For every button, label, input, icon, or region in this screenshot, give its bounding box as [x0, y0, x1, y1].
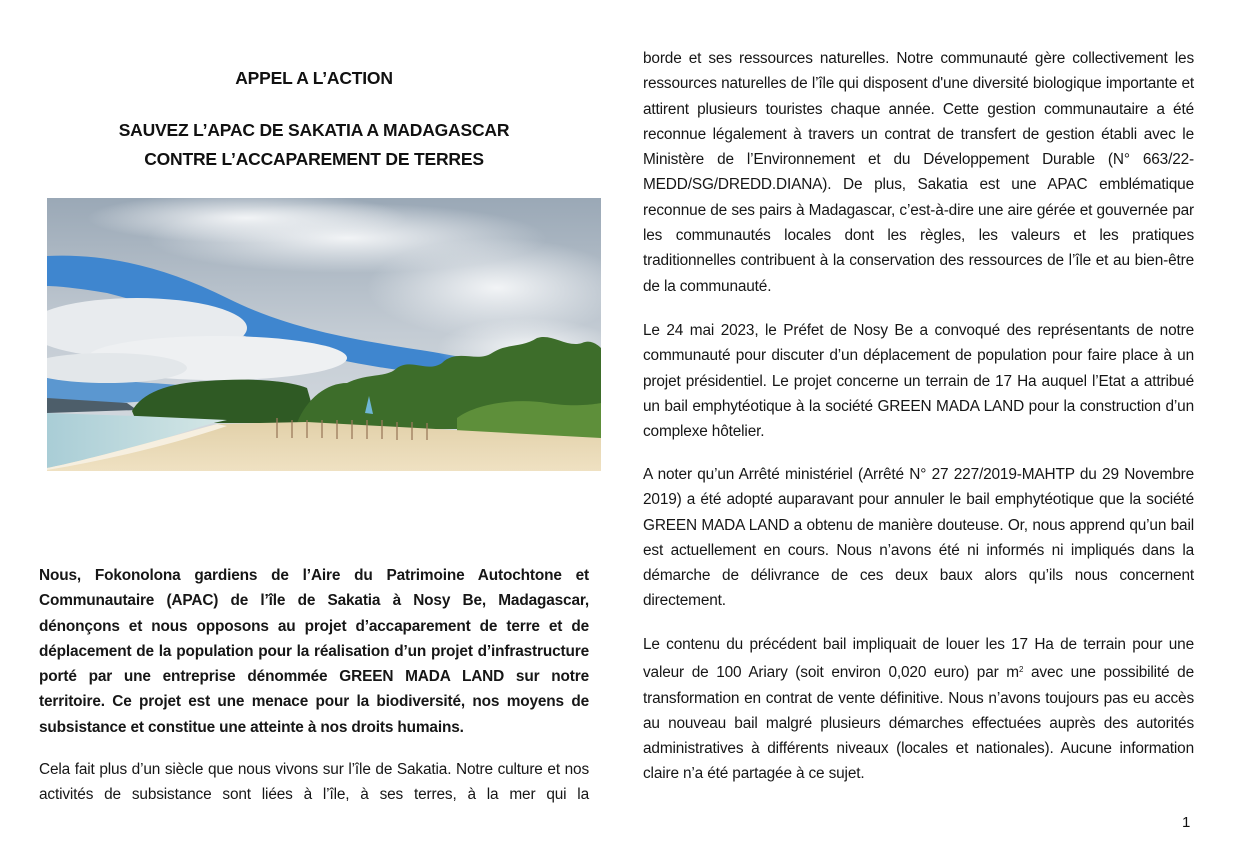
beach-photo-image: [47, 198, 601, 471]
history-text-start: Cela fait plus d’un siècle que nous vivons sur l’île de Sakatia. Notre culture et nos activités de subsistance sont liées à l’île, à ses terres, à la mer qui la: [39, 761, 589, 804]
intro-bold-paragraph: [39, 563, 589, 740]
document-title: [40, 116, 588, 174]
history-text-continued: borde et ses ressources naturelles. Notre communauté gère collectivement les ressources naturelles de l’île qui disposent d'une diversité biologique importante et attirent plusieurs touristes chaque année. Cette gestion communautaire a été reconnue légalement à travers un contrat de transfert de gestion établi avec le Ministère de l’Environnement et du Développement Durable (N° 663/22-MEDD/SG/DREDD.DIANA). De plus, Sakatia est une APAC emblématique reconnue de ses pairs à Madagascar, c’est-à-dire une aire gérée et gouvernée par les communautés locales dont les règles, les valeurs et les pratiques traditionnelles contribuent à la conservation des ressources de l’île et au bien-être de la communauté.: [643, 50, 1194, 295]
intro-bold-text: Nous, Fokonolona gardiens de l’Aire du Patrimoine Autochtone et Communautaire (APAC) de l’île de Sakatia à Nosy Be, Madagascar, dénonçons et nous opposons au projet d’accaparement de terre et de déplacement de la population pour la réalisation d’un projet d’infrastructure porté par une entreprise dénommée GREEN MADA LAND sur notre territoire. Ce projet est une menace pour la biodiversité, nos moyens de subsistance et constitue une atteinte à nos droits humains.: [39, 567, 589, 736]
lease-text-part-2: avec une possibilité de transformation en contrat de vente définitive. Nous n’avons toujours pas eu accès au nouveau bail malgré plusieurs démarches effectuées auprès des autorités administratives à différents niveaux (locales et nationales). Aucune information claire n’a été partagée à ce sujet.: [643, 664, 1194, 783]
history-paragraph-start: [39, 757, 589, 808]
ministerial-decree-paragraph: [643, 462, 1194, 614]
ministerial-decree-text: A noter qu’un Arrêté ministériel (Arrêté N° 27 227/2019-MAHTP du 29 Novembre 2019) a été adopté auparavant pour annuler le bail emphytéotique que la société GREEN MADA LAND a obtenu de manière douteuse. Or, nous apprend qu’un bail est actuellement en cours. Nous n’avons été ni informés ni impliqués dans la démarche de délivrance de ces deux baux alors qu’ils nous concernent directement.: [643, 466, 1194, 610]
page-number: 1: [1182, 814, 1191, 831]
prefect-meeting-paragraph: [643, 318, 1194, 444]
title-line-2: CONTRE L’ACCAPAREMENT DE TERRES: [144, 149, 484, 169]
title-line-1: SAUVEZ L’APAC DE SAKATIA A MADAGASCAR: [118, 120, 510, 140]
lease-content-text: [643, 632, 1194, 787]
square-superscript: 2: [1018, 665, 1024, 675]
lease-text-part-1: Le contenu du précédent bail impliquait de louer les 17 Ha de terrain pour une valeur de 100 Ariary (soit environ 0,020 euro) par m: [643, 636, 1194, 682]
prefect-meeting-text: Le 24 mai 2023, le Préfet de Nosy Be a convoqué des représentants de notre communauté pour discuter d’un déplacement de population pour faire place à un projet présidentiel. Le projet concerne un terrain de 17 Ha auquel l’Etat a attribué un bail emphytéotique à la société GREEN MADA LAND pour la construction d’un complexe hôtelier.: [643, 322, 1194, 441]
document-heading: APPEL A L’ACTION: [235, 68, 393, 88]
lease-content-paragraph: [643, 632, 1194, 787]
history-paragraph-continued: [643, 46, 1194, 299]
beach-photo: [47, 198, 601, 471]
